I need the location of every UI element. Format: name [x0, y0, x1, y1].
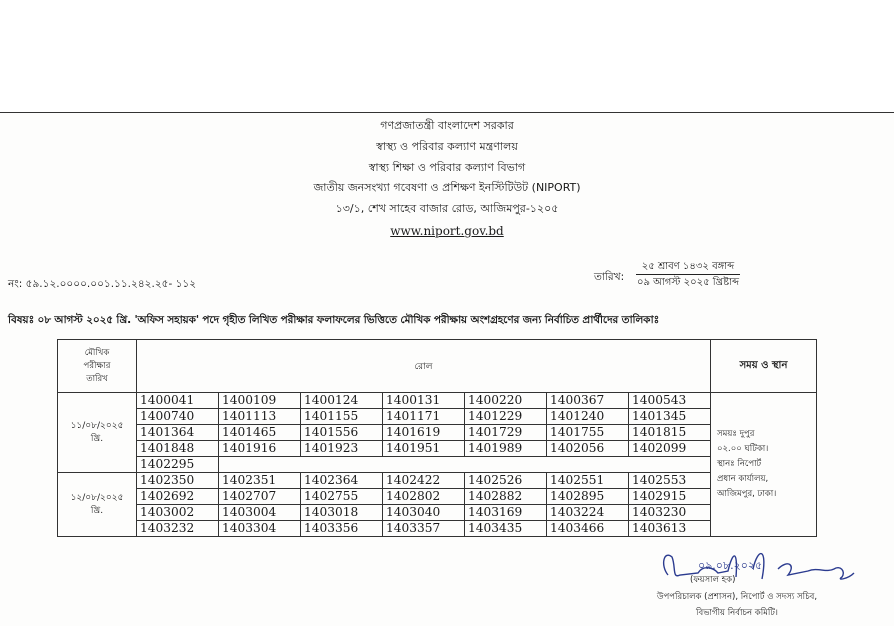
roll-cell: 1402351 — [219, 473, 301, 489]
roll-cell: 1401240 — [547, 409, 629, 425]
time-place-line: প্রধান কার্যালয়, — [717, 474, 769, 484]
roll-cell: 1400041 — [137, 393, 219, 409]
header-exam-date — [58, 340, 137, 393]
date-english: ০৯ আগস্ট ২০২৫ খ্রিষ্টাব্দ — [636, 277, 740, 288]
roll-cell: 1403004 — [219, 505, 301, 521]
header-date-line: পরীক্ষার — [83, 360, 111, 371]
roll-cell: 1400220 — [465, 393, 547, 409]
exam-date-line: খ্রি. — [90, 433, 104, 444]
roll-cell: 1400109 — [219, 393, 301, 409]
roll-cell: 1401229 — [465, 409, 547, 425]
roll-cell: 1401848 — [137, 441, 219, 457]
table-row — [58, 425, 817, 441]
signature-scribble — [658, 545, 858, 585]
roll-cell: 1403357 — [383, 521, 465, 537]
roll-cell: 1401815 — [629, 425, 711, 441]
roll-cell: 1401113 — [219, 409, 301, 425]
signatory-name: (ফয়সাল হক) — [690, 575, 736, 585]
table-row — [58, 457, 817, 473]
roll-cell: 1402895 — [547, 489, 629, 505]
roll-cell: 1402915 — [629, 489, 711, 505]
roll-cell: 1400367 — [547, 393, 629, 409]
subject-line: বিষয়ঃ ০৮ আগস্ট ২০২৫ খ্রি. 'অফিস সহায়ক' পদে গৃহীত লিখিত পরীক্ষার ফলাফলের ভিত্তিতে মৌখিক পরীক্ষায় অংশগ্রহণের জন্য নির্বাচিত প্রার্থীদের তালিকাঃ — [8, 314, 660, 326]
roll-cell: 1401755 — [547, 425, 629, 441]
header-roll: রোল — [137, 340, 711, 393]
date-bangla: ২৫ শ্রাবণ ১৪৩২ বঙ্গাব্দ — [636, 260, 740, 275]
roll-cell: 1402350 — [137, 473, 219, 489]
roll-cell: 1401619 — [383, 425, 465, 441]
roll-cell: 1401989 — [465, 441, 547, 457]
roll-cell: 1403002 — [137, 505, 219, 521]
roll-cell: 1402056 — [547, 441, 629, 457]
roll-cell: 1402707 — [219, 489, 301, 505]
roll-cell: 1400124 — [301, 393, 383, 409]
table-row — [58, 409, 817, 425]
roll-cell: 1403356 — [301, 521, 383, 537]
roll-cell: 1402692 — [137, 489, 219, 505]
roll-cell: 1401364 — [137, 425, 219, 441]
header-time-place: সময় ও স্থান — [711, 340, 817, 393]
roll-cell: 1403040 — [383, 505, 465, 521]
roll-cell: 1401345 — [629, 409, 711, 425]
roll-cell: 1402551 — [547, 473, 629, 489]
candidate-table — [57, 339, 817, 537]
roll-cell: 1403169 — [465, 505, 547, 521]
time-place-cell — [711, 393, 817, 537]
roll-cell: 1403224 — [547, 505, 629, 521]
header-date-line: মৌখিক — [84, 347, 110, 358]
roll-cell: 1400740 — [137, 409, 219, 425]
exam-date-cell — [58, 473, 137, 537]
table-row — [58, 521, 817, 537]
date-label: তারিখ: — [594, 271, 625, 283]
exam-date-cell — [58, 393, 137, 473]
roll-cell: 1402553 — [629, 473, 711, 489]
exam-date-line: খ্রি. — [90, 505, 104, 516]
roll-cell: 1403466 — [547, 521, 629, 537]
roll-cell: 1403304 — [219, 521, 301, 537]
roll-cell: 1401465 — [219, 425, 301, 441]
time-place-line: স্থানঃ নিপোর্ট — [717, 459, 762, 469]
roll-cell: 1401171 — [383, 409, 465, 425]
header-line-govt: গণপ্রজাতন্ত্রী বাংলাদেশ সরকার — [380, 119, 514, 132]
roll-cell: 1402099 — [629, 441, 711, 457]
header-line-institute: জাতীয় জনসংখ্যা গবেষণা ও প্রশিক্ষণ ইনস্টিটিউট (NIPORT) — [313, 181, 581, 194]
roll-cell: 1400543 — [629, 393, 711, 409]
roll-cell: 1402295 — [137, 457, 219, 473]
top-blank-area — [0, 0, 894, 112]
exam-date-line: ১১/০৮/২০২৫ — [70, 420, 124, 431]
roll-cell: 1402422 — [383, 473, 465, 489]
table-header-row — [58, 340, 817, 393]
table-row — [58, 393, 817, 409]
signature-date: ০৯.০৮.২০২৫ — [698, 559, 763, 572]
top-divider — [0, 112, 894, 113]
table-row — [58, 489, 817, 505]
signatory-title-line2: বিভাগীয় নির্বাচন কমিটি। — [696, 608, 778, 618]
roll-cell: 1401729 — [465, 425, 547, 441]
roll-cell: 1401951 — [383, 441, 465, 457]
website-link[interactable]: www.niport.gov.bd — [390, 224, 504, 238]
header-line-address: ১৩/১, শেখ সাহেব বাজার রোড, আজিমপুর-১২০৫ — [335, 202, 559, 215]
memo-number: নং: ৫৯.১২.০০০০.০০১.১১.২৪২.২৫- ১১২ — [8, 278, 197, 290]
roll-cell: 1400131 — [383, 393, 465, 409]
roll-cell: 1401155 — [301, 409, 383, 425]
table-row — [58, 473, 817, 489]
time-place-line: সময়ঃ দুপুর — [717, 429, 755, 439]
table-row — [58, 441, 817, 457]
roll-cell: 1402802 — [383, 489, 465, 505]
table-row — [58, 505, 817, 521]
time-place-line: ০২.০০ ঘটিকা। — [717, 444, 769, 454]
empty-cell — [219, 457, 711, 473]
roll-cell: 1402364 — [301, 473, 383, 489]
roll-cell: 1401556 — [301, 425, 383, 441]
roll-cell: 1402526 — [465, 473, 547, 489]
roll-cell: 1403613 — [629, 521, 711, 537]
roll-cell: 1401916 — [219, 441, 301, 457]
signatory-title-line1: উপপরিচালক (প্রশাসন), নিপোর্ট ও সদস্য সচিব, — [656, 592, 818, 602]
time-place-line: আজিমপুর, ঢাকা। — [717, 489, 777, 499]
memo-date — [636, 260, 740, 289]
header-date-line: তারিখ — [86, 373, 108, 384]
roll-cell: 1401923 — [301, 441, 383, 457]
roll-cell: 1403435 — [465, 521, 547, 537]
header-line-division: স্বাস্থ্য শিক্ষা ও পরিবার কল্যাণ বিভাগ — [368, 161, 526, 174]
header-line-ministry: স্বাস্থ্য ও পরিবার কল্যাণ মন্ত্রণালয় — [376, 140, 518, 153]
exam-date-line: ১২/০৮/২০২৫ — [70, 492, 124, 503]
roll-cell: 1402755 — [301, 489, 383, 505]
roll-cell: 1403018 — [301, 505, 383, 521]
roll-cell: 1403230 — [629, 505, 711, 521]
roll-cell: 1403232 — [137, 521, 219, 537]
roll-cell: 1402882 — [465, 489, 547, 505]
